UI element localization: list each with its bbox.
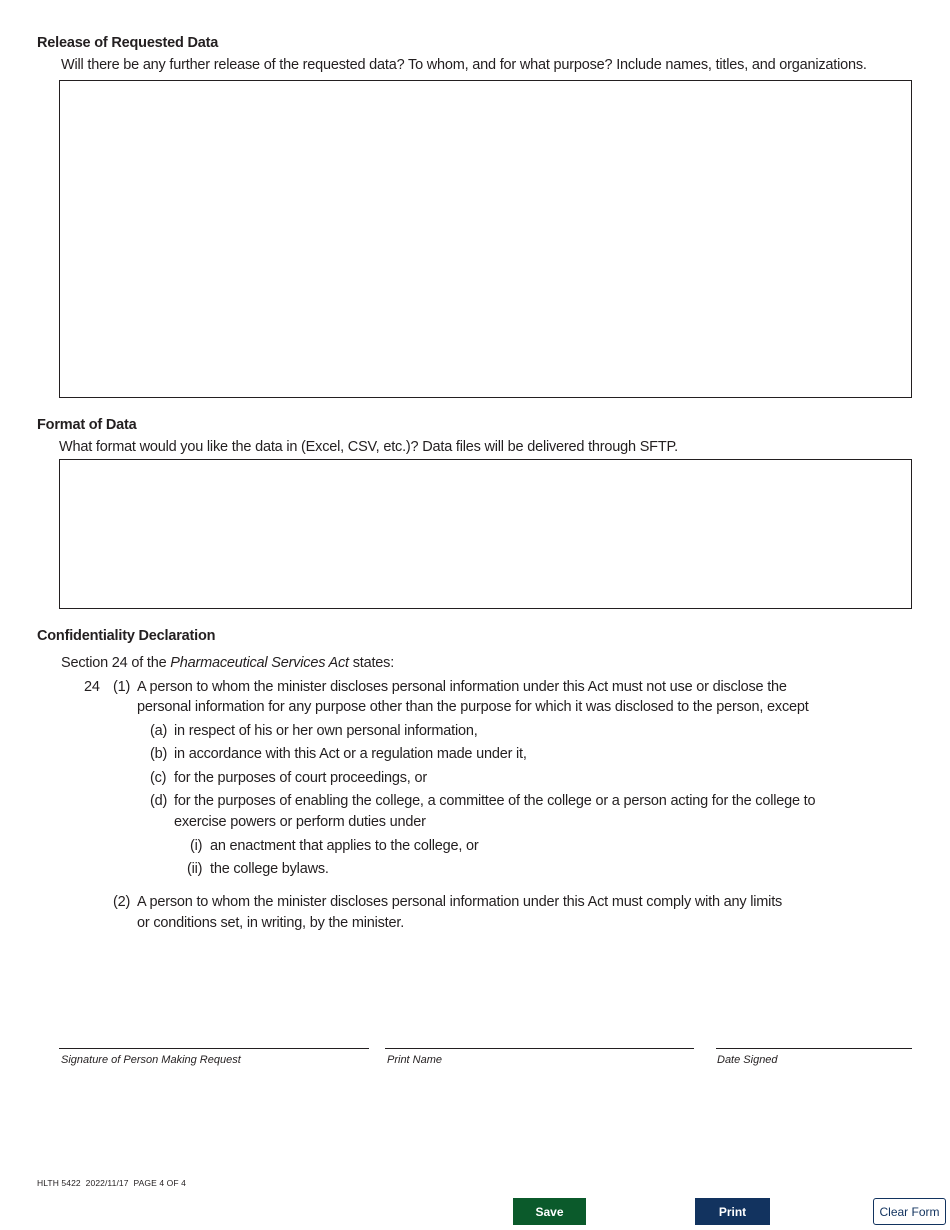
signature-field[interactable] xyxy=(59,1048,369,1049)
act-name: Pharmaceutical Services Act xyxy=(170,655,349,671)
confidentiality-heading: Confidentiality Declaration xyxy=(37,628,216,644)
item-d-text-cont: exercise powers or perform duties under xyxy=(174,814,426,830)
confidentiality-intro xyxy=(61,653,394,674)
subitem-i-number: (i) xyxy=(190,838,203,854)
item-b-text: in accordance with this Act or a regulation made under it, xyxy=(174,746,527,762)
clear-form-button[interactable]: Clear Form xyxy=(873,1198,946,1225)
item-c-number: (c) xyxy=(150,770,167,786)
section-number: 24 xyxy=(84,679,100,695)
release-heading: Release of Requested Data xyxy=(37,35,219,51)
release-prompt: Will there be any further release of the requested data? To whom, and for what purpose? Include names, titles, and organizations. xyxy=(61,57,867,73)
date-signed-field[interactable] xyxy=(716,1048,912,1049)
sub2-number: (2) xyxy=(113,894,131,910)
item-a-number: (a) xyxy=(150,723,168,739)
sub1-line1: A person to whom the minister discloses personal information under this Act must not use or disclose the xyxy=(137,679,787,695)
format-input[interactable] xyxy=(59,459,912,609)
sub2-line2: or conditions set, in writing, by the minister. xyxy=(137,915,405,931)
print-button[interactable]: Print xyxy=(695,1198,770,1225)
print-name-label: Print Name xyxy=(387,1054,443,1066)
sub1-line2: personal information for any purpose other than the purpose for which it was disclosed to the person, except xyxy=(137,699,809,715)
save-button[interactable]: Save xyxy=(513,1198,586,1225)
format-prompt: What format would you like the data in (Excel, CSV, etc.)? Data files will be delivered through SFTP. xyxy=(59,439,678,455)
format-heading: Format of Data xyxy=(37,417,137,433)
subitem-i-text: an enactment that applies to the college, or xyxy=(210,838,479,854)
signature-label: Signature of Person Making Request xyxy=(61,1054,241,1066)
release-input[interactable] xyxy=(59,80,912,398)
item-d-number: (d) xyxy=(150,793,168,809)
item-a-text: in respect of his or her own personal information, xyxy=(174,723,478,739)
subitem-ii-number: (ii) xyxy=(187,861,203,877)
date-signed-label: Date Signed xyxy=(717,1054,778,1066)
sub2-line1: A person to whom the minister discloses personal information under this Act must comply with any limits xyxy=(137,894,783,910)
intro-prefix: Section 24 of the xyxy=(61,655,167,671)
subitem-ii-text: the college bylaws. xyxy=(210,861,329,877)
print-name-field[interactable] xyxy=(385,1048,694,1049)
item-b-number: (b) xyxy=(150,746,168,762)
sub1-number: (1) xyxy=(113,679,131,695)
item-d-text: for the purposes of enabling the college, a committee of the college or a person acting for the college to xyxy=(174,793,816,809)
form-code: HLTH 5422 2022/11/17 PAGE 4 OF 4 xyxy=(37,1178,186,1188)
intro-suffix: states: xyxy=(352,655,395,671)
item-c-text: for the purposes of court proceedings, or xyxy=(174,770,427,786)
